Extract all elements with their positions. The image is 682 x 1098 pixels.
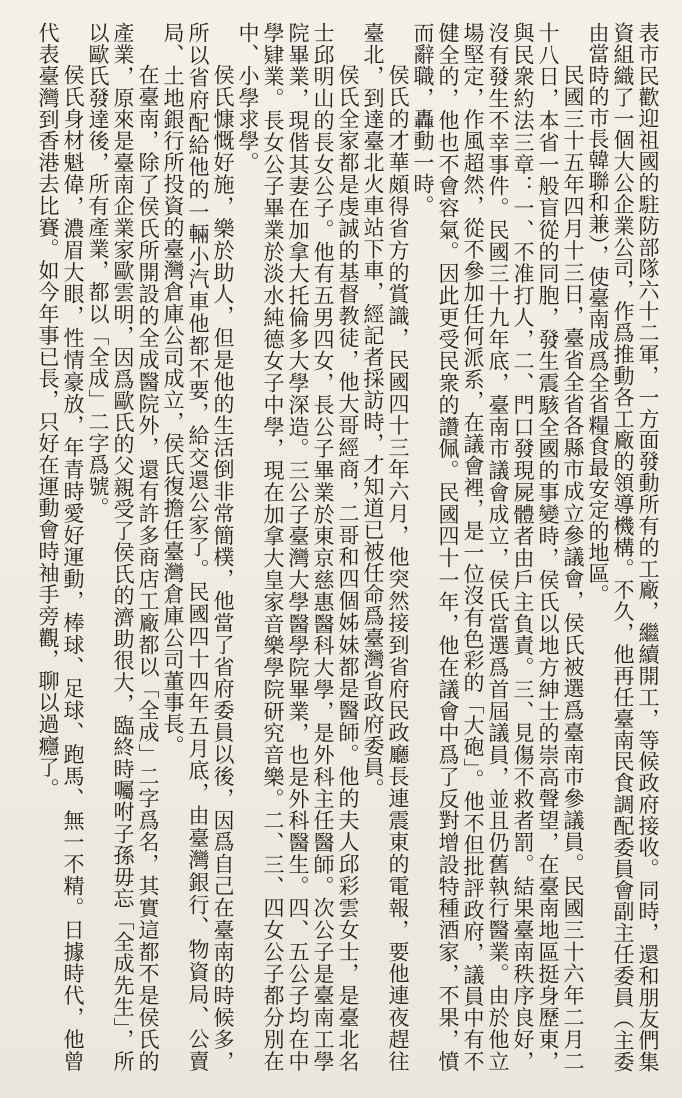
paragraph-1: 表市民歡迎祖國的駐防部隊六十二軍，一方面發動所有的工廠，繼續開工，等候政府接收。同時，還和朋友們集資組織了一個大公企業公司，作爲推動各工廠的領導機構。不久，他再任臺南民食調配委員會副主任委員（主委由當時的市長韓聯和兼），使臺南成爲全省糧食最安定的地區。 xyxy=(586,22,660,1072)
paragraph-7: 侯氏身材魁偉，濃眉大眼，性情豪放，年青時愛好運動，棒球、足球、跑馬、無一不精。日據時代，他曾代表臺灣到香港去比賽。如今年事已長，只好在運動會時袖手旁觀，聊以過癮了。 xyxy=(36,22,85,1072)
vertical-text-block xyxy=(20,22,660,1072)
paragraph-6: 在臺南，除了侯氏所開設的全成醫院外，還有許多商店工廠都以「全成」二字爲名，其實這都不是侯氏的產業，原來是臺南企業家歐雲明，因爲歐氏的父親受了侯氏的濟助很大，臨終時囑咐子孫毋忘「全成先生」，所以歐氏發達後，所有產業，都以「全成」二字爲號。 xyxy=(86,22,160,1072)
paragraph-5: 侯氏慷慨好施，樂於助人，但是他的生活倒非常簡樸，他當了省府委員以後，因爲自己在臺南的時候多，所以省府配給他的一輛小汽車他都不要，給交還公家了。民國四十四年五月底，由臺灣銀行、物資局、公賣局、土地銀行所投資的臺灣倉庫公司成立，侯氏復擔任臺灣倉庫公司董事長。 xyxy=(161,22,235,1072)
paragraph-2: 民國三十五年四月十三日，臺省全省各縣市成立參議會，侯氏被選爲臺南市參議員。民國三十六年二月二十八日，本省一般盲從的同胞，發生震駭全國的事變時，侯氏以地方紳士的崇高聲望，在臺南地區挺身歷東，與民衆約法三章：一、不准打人，二、門口發現屍體者由戶主負責。三、見傷不救者罰。結果臺南秩序良好，沒有發生不幸事件。民國三十九年底，臺南市議會成立，侯氏當選爲首屆議員，並且仍舊執行醫業。由於他立場堅定，作風超然，從不參加任何派系，在議會裡，是一位沒有色彩的「大砲」。他不但批評政府，議員中有不健全的，他也不會容氣。因此更受民衆的讚佩。民國四十一年，他在議會中爲了反對增設特種酒家，不果，憤而辭職，轟動一時。 xyxy=(411,22,585,1072)
paragraph-3: 侯氏的才華頗得省方的賞識，民國四十三年六月，他突然接到省府民政廳長連震東的電報，要他連夜趕往臺北，到達臺北火車站下車，經記者採訪時，才知道已被任命爲臺灣省政府委員。 xyxy=(361,22,410,1072)
paragraph-4: 侯氏全家都是虔誠的基督教徒，他大哥經商，二哥和四個姊妹都是醫師。他的夫人邱彩雲女士，是臺北名士邱明山的長女公子。他有五男四女，長公子畢業於東京慈惠醫科大學，是外科主任醫師。次公子是臺南工學院畢業，現偕其妻在加拿大托倫多大學深造。三公子臺灣大學醫學院畢業，也是外科醫生。四、五公子均在中學肄業。長女公子畢業於淡水純德女子中學，現在加拿大皇家音樂學院研究音樂。二、三、四女公子都分別在中、小學求學。 xyxy=(236,22,360,1072)
